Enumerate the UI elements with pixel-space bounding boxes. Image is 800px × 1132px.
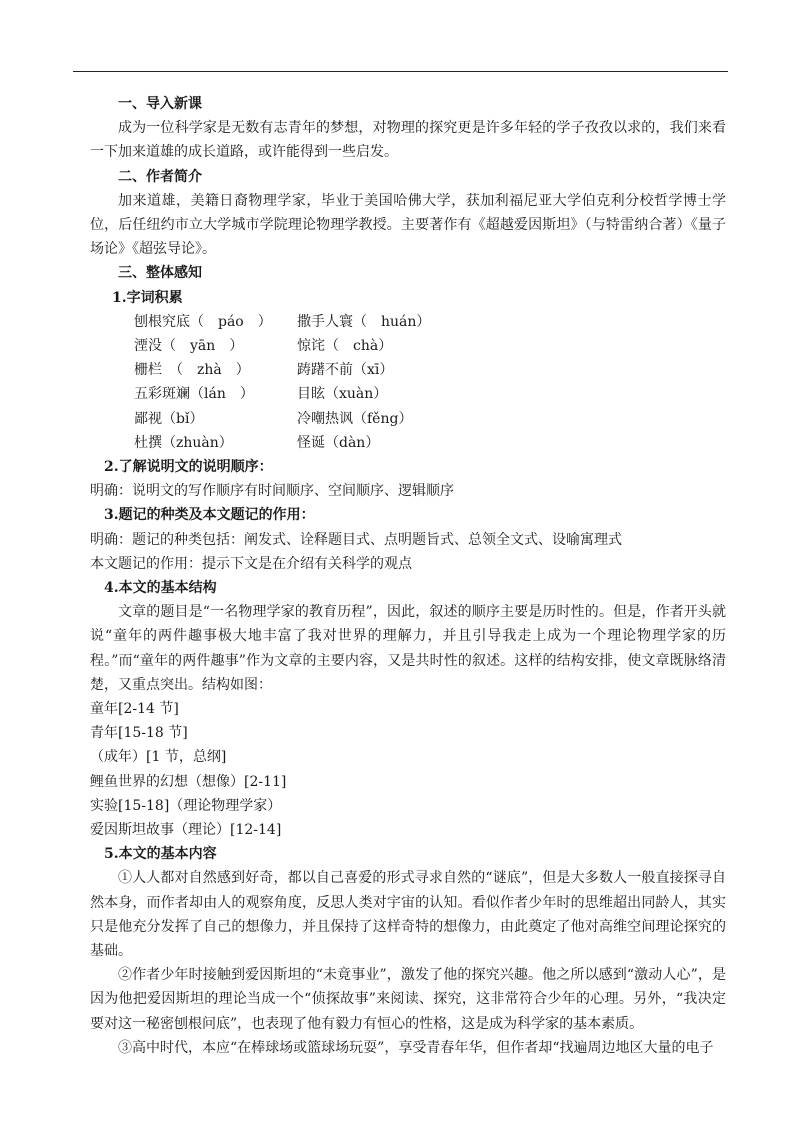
section-title-intro: 一、导入新课 [118, 96, 202, 112]
subsection-title-content: 5.本文的基本内容 [104, 846, 217, 863]
content-paragraph-3: ③高中时代，本应“在棒球场或篮球场玩耍”，享受青春年华，但作者却“找遍周边地区大量的电子 [118, 1039, 714, 1056]
vocab-item: 湮没（ yān ） [134, 338, 244, 355]
vocab-row [90, 407, 726, 431]
structure-item: 青年[15-18 节] [90, 725, 188, 742]
vocab-row [90, 310, 726, 334]
order-answer: 明确：说明文的写作顺序有时间顺序、空间顺序、逻辑顺序 [90, 483, 454, 500]
subsection-title-epigraph: 3.题记的种类及本文题记的作用： [104, 507, 315, 524]
vocab-item: 踌躇不前（xī） [297, 362, 394, 379]
document-body [90, 92, 726, 1060]
vocab-item: 冷嘲热讽（fěng） [297, 410, 413, 427]
structure-item: 鲤鱼世界的幻想（想像）[2-11] [90, 773, 287, 790]
header-rule [73, 71, 728, 72]
intro-paragraph: 成为一位科学家是无数有志青年的梦想，对物理的探究更是许多年轻的学子孜孜以求的，我们来看一下加来道雄的成长道路，或许能得到一些启发。 [90, 120, 726, 161]
vocab-row [90, 334, 726, 358]
vocab-item: 惊诧（ chà） [297, 338, 393, 355]
vocab-item: 目眩（xuàn） [297, 386, 388, 403]
structure-item: （成年）[1 节，总纲] [90, 749, 227, 766]
vocab-item: 撒手人寰（ huán） [297, 313, 431, 330]
structure-item: 实验[15-18]（理论物理学家） [90, 797, 282, 814]
subsection-title-structure: 4.本文的基本结构 [104, 579, 217, 596]
vocab-row [90, 382, 726, 406]
vocab-item: 栅栏 （ zhà ） [134, 362, 250, 379]
vocab-row [90, 431, 726, 455]
structure-item: 爱因斯坦故事（理论）[12-14] [90, 822, 282, 838]
author-paragraph: 加来道雄，美籍日裔物理学家，毕业于美国哈佛大学，获加利福尼亚大学伯克利分校哲学博士学位，后任纽约市立大学城市学院理论物理学教授。主要著作有《超越爱因斯坦》（与特雷纳合著）《量子场论》《超弦导论》。 [90, 192, 726, 258]
content-paragraph-2: ②作者少年时接触到爱因斯坦的“未竟事业”，激发了他的探究兴趣。他之所以感到“激动人心”，是因为他把爱因斯坦的理论当成一个“侦探故事”来阅读、探究，这非常符合少年的心理。另外，“我决定要对这一秘密刨根问底”，也表现了他有毅力有恒心的性格，这是成为科学家的基本素质。 [90, 967, 726, 1032]
vocab-item: 鄙视（bǐ） [134, 410, 204, 427]
subsection-title-order: 2.了解说明文的说明顺序： [104, 458, 273, 475]
vocab-list [90, 310, 726, 455]
vocab-row [90, 358, 726, 382]
vocab-item: 五彩斑斓（lán ） [134, 386, 254, 403]
vocab-item: 刨根究底（ páo ） [134, 313, 272, 330]
vocab-item: 杜撰（zhuàn） [134, 434, 233, 451]
epigraph-answer: 明确：题记的种类包括：阐发式、诠释题目式、点明题旨式、总领全文式、设喻寓理式 [90, 531, 622, 548]
vocab-item: 怪诞（dàn） [297, 434, 380, 451]
structure-paragraph: 文章的题目是“一名物理学家的教育历程”，因此，叙述的顺序主要是历时性的。但是，作者开头就说“童年的两件趣事极大地丰富了我对世界的理解力，并且引导我走上成为一个理论物理学家的历程。”而“童年的两件趣事”作为文章的主要内容，又是共时性的叙述。这样的结构安排，使文章既脉络清楚，又重点突出。结构如图： [90, 604, 726, 693]
section-title-author: 二、作者简介 [118, 168, 202, 185]
structure-item: 童年[2-14 节] [90, 700, 179, 717]
content-paragraph-1: ①人人都对自然感到好奇，都以自己喜爱的形式寻求自然的“谜底”，但是大多数人一般直接探寻自然本身，而作者却由人的观察角度，反思人类对宇宙的认知。看似作者少年时的思维超出同龄人，其实只是他充分发挥了自己的想像力，并且保持了这样奇特的想像力，由此奠定了他对高维空间理论探究的基础。 [90, 870, 726, 960]
subsection-title-vocab: 1.字词积累 [112, 289, 183, 306]
epigraph-function: 本文题记的作用：提示下文是在介绍有关科学的观点 [90, 555, 412, 572]
section-title-overview: 三、整体感知 [118, 265, 202, 282]
